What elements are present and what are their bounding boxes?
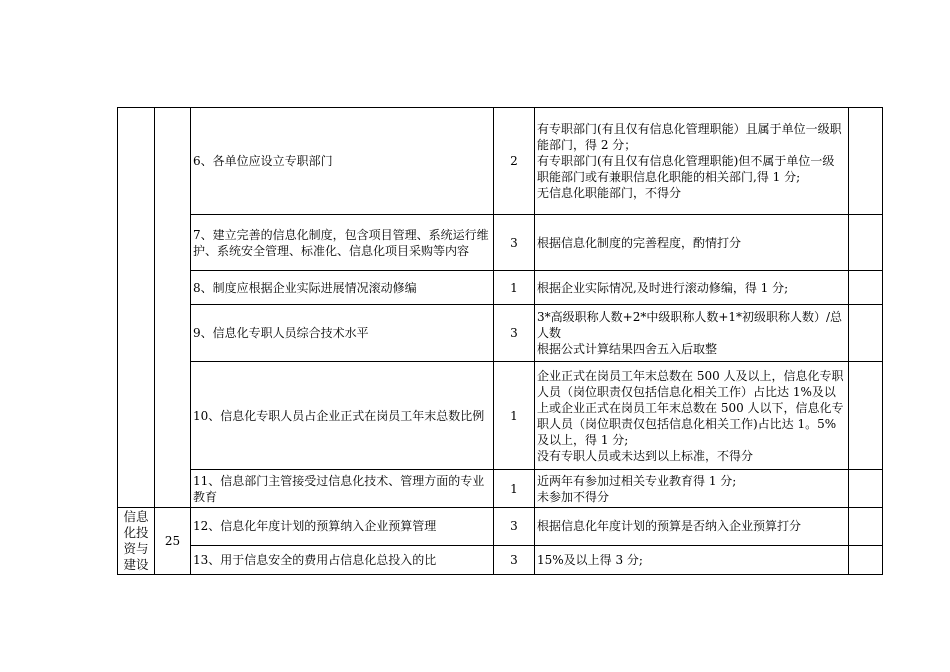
table-row [118,305,883,362]
points-cell: 2 [494,108,535,215]
category-score: 25 [155,508,191,575]
table-row [118,271,883,305]
criteria-line: 15%及以上得 3 分; [537,552,643,567]
remark-cell [849,215,883,271]
remark-cell [849,362,883,470]
criteria-line: 有专职部门(有且仅有信息化管理职能)但不属于单位一级职能部门或有兼职信息化职能的相关部门,得 1 分; [537,154,835,184]
item-cell: 12、信息化年度计划的预算纳入企业预算管理 [191,508,494,546]
category-label: 信息化投资与建设 [118,508,155,575]
criteria-cell [535,271,849,305]
criteria-line: 近两年有参加过相关专业教育得 1 分; [537,473,737,488]
criteria-line: 根据公式计算结果四舍五入后取整 [537,342,718,356]
criteria-cell [535,470,849,508]
remark-cell [849,305,883,362]
remark-cell [849,108,883,215]
item-cell: 10、信息化专职人员占企业正式在岗员工年末总数比例 [191,362,494,470]
criteria-line: 根据信息化年度计划的预算是否纳入企业预算打分 [537,519,802,534]
criteria-line: 无信息化职能部门，不得分 [537,186,682,200]
points-cell: 1 [494,362,535,470]
criteria-line: 未参加不得分 [537,489,610,504]
remark-cell [849,470,883,508]
table-row [118,362,883,470]
criteria-line: 3*高级职称人数+2*中级职称人数+1*初级职称人数）/总人数 [537,310,843,340]
criteria-line: 没有专职人员或未达到以上标准，不得分 [537,448,754,463]
criteria-cell [535,215,849,271]
criteria-line: 有专职部门(有且仅有信息化管理职能）且属于单位一级职能部门，得 2 分； [537,122,842,152]
table-row [118,215,883,271]
item-cell: 13、用于信息安全的费用占信息化总投入的比 [191,545,494,574]
evaluation-table [117,107,883,575]
category-cell-empty [118,108,155,508]
table-row [118,108,883,215]
points-cell: 1 [494,271,535,305]
criteria-line: 根据企业实际情况,及时进行滚动修编，得 1 分; [537,280,789,295]
criteria-cell [535,508,849,546]
remark-cell [849,545,883,574]
points-cell: 1 [494,470,535,508]
criteria-cell [535,545,849,574]
criteria-cell [535,108,849,215]
item-cell: 7、建立完善的信息化制度，包含项目管理、系统运行维护、系统安全管理、标准化、信息化项目采购等内容 [191,215,494,271]
item-cell: 11、信息部门主管接受过信息化技术、管理方面的专业教育 [191,470,494,508]
criteria-line: 根据信息化制度的完善程度，酌情打分 [537,235,742,250]
table-row [118,508,883,546]
table-row [118,470,883,508]
remark-cell [849,271,883,305]
criteria-cell [535,305,849,362]
item-cell: 8、制度应根据企业实际进展情况滚动修编 [191,271,494,305]
item-cell: 9、信息化专职人员综合技术水平 [191,305,494,362]
item-cell: 6、各单位应设立专职部门 [191,108,494,215]
points-cell: 3 [494,305,535,362]
points-cell: 3 [494,508,535,546]
criteria-line: 企业正式在岗员工年末总数在 500 人及以上，信息化专职人员（岗位职责仅包括信息化相关工作）占比达 1%及以上或企业正式在岗员工年末总数在 500 人以下，信息化专职人员（岗位职责仅包括信息化相关工作)占比达 1。5%及以上，得 1 分; [537,368,844,447]
points-cell: 3 [494,545,535,574]
category-score-cell-empty [155,108,191,508]
table-row [118,545,883,574]
criteria-cell [535,362,849,470]
remark-cell [849,508,883,546]
points-cell: 3 [494,215,535,271]
